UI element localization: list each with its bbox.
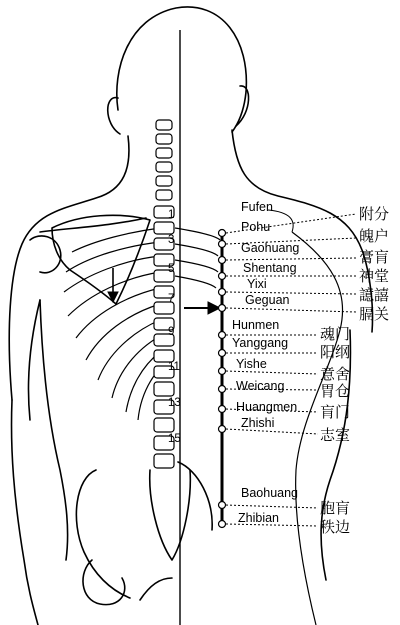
acupoint-zhibian[interactable] xyxy=(219,521,226,528)
vertebra-label: 15 xyxy=(168,433,181,445)
label-zh-yixi: 譩譆 xyxy=(359,286,390,304)
acupoint-yixi[interactable] xyxy=(219,289,226,296)
vertebra xyxy=(156,162,172,172)
label-en-shentang: Shentang xyxy=(243,261,297,275)
vertebra xyxy=(156,190,172,200)
vertebra xyxy=(156,134,172,144)
rib xyxy=(175,260,218,272)
vertebra xyxy=(154,454,174,468)
label-zh-pohu: 魄户 xyxy=(359,227,390,245)
label-en-geguan: Geguan xyxy=(245,293,290,307)
label-zh-hunmen: 魂门 xyxy=(320,325,351,343)
acupoint-huangmen[interactable] xyxy=(219,406,226,413)
left-arm-inner xyxy=(28,300,40,420)
label-en-hunmen: Hunmen xyxy=(232,318,280,332)
body-outline xyxy=(9,7,372,625)
scapula-spine xyxy=(40,218,146,232)
acupoint-shentang[interactable] xyxy=(219,273,226,280)
label-en-yanggang: Yanggang xyxy=(232,336,289,350)
vertebra xyxy=(156,120,172,130)
label-en-yixi: Yixi xyxy=(247,277,267,291)
english-labels xyxy=(232,200,299,525)
leader-line xyxy=(226,371,318,374)
acupoint-geguan[interactable] xyxy=(219,305,226,312)
acupoint-baohuang[interactable] xyxy=(219,502,226,509)
acupoint-yishe[interactable] xyxy=(219,368,226,375)
vertebra-label: 7 xyxy=(168,293,175,305)
label-zh-yishe: 意舍 xyxy=(320,365,351,383)
vertebra-label: 9 xyxy=(168,326,175,338)
rib xyxy=(112,336,160,398)
leader-line xyxy=(226,308,356,312)
rib xyxy=(175,228,220,240)
pelvis-right xyxy=(178,462,212,530)
femur-head xyxy=(83,560,125,605)
vertebra-label: 13 xyxy=(168,397,181,409)
rib xyxy=(86,304,160,360)
acupoint-weicang[interactable] xyxy=(219,386,226,393)
label-zh-weicang: 胃仓 xyxy=(320,382,351,400)
acupoint-zhishi[interactable] xyxy=(219,426,226,433)
vertebra xyxy=(154,382,174,396)
label-en-pohu: Pohu xyxy=(241,220,271,234)
label-en-gaohuang: Gaohuang xyxy=(241,241,300,255)
vertebra-label: 1 xyxy=(168,209,175,221)
pelvis-outline xyxy=(76,470,172,600)
vertebra-label: 5 xyxy=(168,263,175,275)
label-zh-geguan: 膈关 xyxy=(359,305,390,323)
leader-line xyxy=(226,258,356,260)
left-ear xyxy=(108,98,120,134)
label-en-fufen: Fufen xyxy=(241,200,273,214)
left-flank xyxy=(40,300,68,560)
vertebra xyxy=(156,148,172,158)
label-en-zhibian: Zhibian xyxy=(238,511,279,525)
label-zh-zhishi: 志室 xyxy=(320,426,351,444)
rib xyxy=(66,242,160,272)
scapula-arrow-head xyxy=(108,292,118,302)
label-zh-yanggang: 阳纲 xyxy=(320,343,351,361)
leader-line xyxy=(226,505,318,508)
label-en-weicang: Weicang xyxy=(236,379,285,393)
vertebra xyxy=(156,176,172,186)
chinese-labels xyxy=(320,205,389,536)
rib xyxy=(175,244,218,256)
acupoint-fufen[interactable] xyxy=(219,230,226,237)
label-zh-zhibian: 秩边 xyxy=(320,518,351,536)
vertebra-label: 3 xyxy=(168,234,175,246)
label-zh-fufen: 附分 xyxy=(359,205,390,223)
label-en-baohuang: Baohuang xyxy=(241,486,299,500)
label-en-huangmen: Huangmen xyxy=(236,400,298,414)
acupoint-hunmen[interactable] xyxy=(219,332,226,339)
label-en-zhishi: Zhishi xyxy=(241,416,275,430)
label-en-yishe: Yishe xyxy=(236,357,267,371)
acupoint-gaohuang[interactable] xyxy=(219,257,226,264)
acupoint-pohu[interactable] xyxy=(219,241,226,248)
label-zh-shentang: 神堂 xyxy=(359,267,390,285)
label-zh-gaohuang: 膏肓 xyxy=(359,248,390,266)
rib xyxy=(98,320,160,380)
humerus xyxy=(30,236,61,273)
vertebra-label: 11 xyxy=(168,361,180,373)
label-zh-huangmen: 肓门 xyxy=(320,403,351,421)
sacrum xyxy=(150,470,191,560)
vertebra xyxy=(154,222,174,234)
rib xyxy=(175,276,216,288)
label-zh-baohuang: 胞肓 xyxy=(320,499,351,517)
acupoint-yanggang[interactable] xyxy=(219,350,226,357)
rib xyxy=(76,288,160,338)
vertebra xyxy=(154,418,174,432)
head-outline xyxy=(117,7,247,132)
ribs xyxy=(64,228,220,420)
left-arm xyxy=(12,400,39,625)
